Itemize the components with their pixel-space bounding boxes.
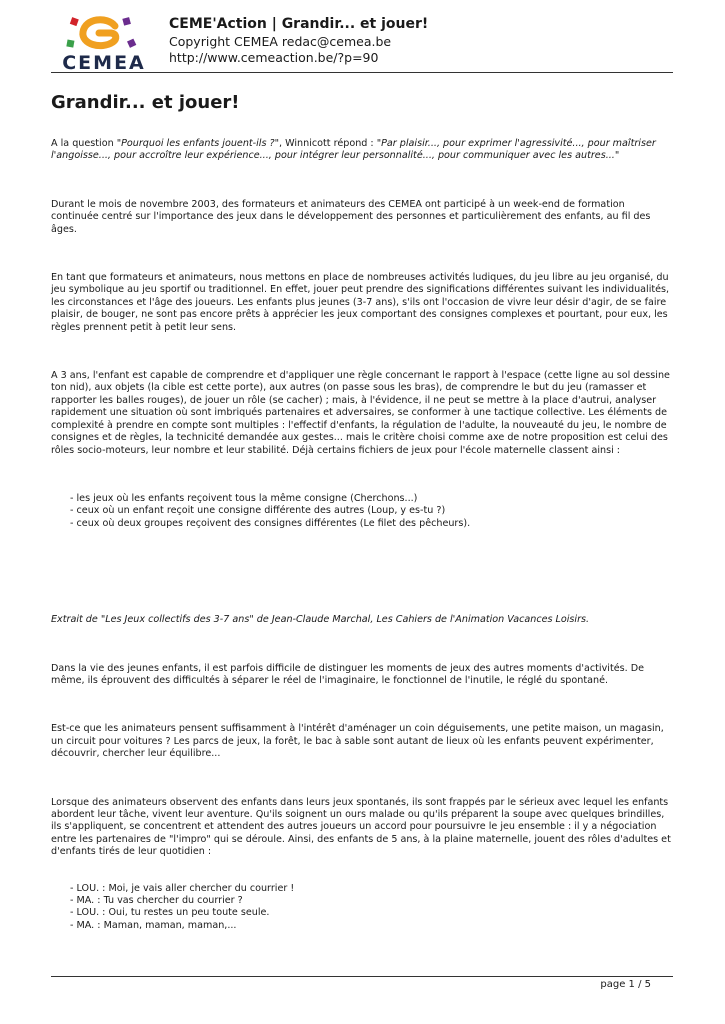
page-number: page 1 / 5: [600, 979, 651, 990]
header-title: CEME'Action | Grandir... et jouer!: [169, 16, 429, 32]
article-title: Grandir... et jouer!: [51, 92, 240, 113]
cemea-logo-icon: [51, 14, 157, 54]
header-text: [169, 15, 428, 66]
paragraph-2: Durant le mois de novembre 2003, des formateurs et animateurs des CEMEA ont participé à un week-end de formation continuée centré sur l'importance des jeux dans le développement des personnes et particulièrement des enfants, au fil des âges.: [51, 198, 651, 235]
extract-prefix: Extrait de ": [51, 614, 106, 626]
list-item: - ceux où un enfant reçoit une consigne différente des autres (Loup, y es-tu ?): [70, 505, 446, 517]
list-item: - ceux où deux groupes reçoivent des consignes différentes (Le filet des pêcheurs).: [70, 517, 471, 529]
game-types-list: [51, 493, 673, 530]
paragraph-6: Est-ce que les animateurs pensent suffisamment à l'intérêt d'aménager un coin déguisements, une petite maison, un magasin, un circuit pour voitures ? Les parcs de jeux, la forêt, le bac à sable sont autant de lieux où les enfants peuvent expérimenter, découvrir, chercher leur équilibre...: [51, 723, 664, 760]
list-item: - LOU. : Oui, tu restes un peu toute seule.: [70, 907, 270, 919]
paragraph-3: En tant que formateurs et animateurs, nous mettons en place de nombreuses activités ludiques, du jeu libre au jeu organisé, du jeu symbolique au jeu sportif ou traditionnel. En effet, jouer peut prendre des significations différentes suivant les individualités, les circonstances et l'âge des joueurs. Les enfants plus jeunes (3-7 ans), s'ils ont l'occasion de vivre leur désir d'agir, de se faire plaisir, de bouger, ne sont pas encore prêts à apprécier les jeux comportant des consignes complexes et pourtant, pour eux, les règles prennent petit à petit leur sens.: [51, 272, 670, 333]
header-copyright: Copyright CEMEA redac@cemea.be: [169, 34, 392, 49]
document-header: [51, 12, 673, 73]
logo-wordmark: CEMEA: [62, 52, 146, 74]
spacer: [51, 530, 673, 614]
header-url[interactable]: http://www.cemeaction.be/?p=90: [169, 50, 379, 65]
cemea-logo: [51, 14, 157, 74]
paragraph-5: Dans la vie des jeunes enfants, il est parfois difficile de distinguer les moments de jeux des autres moments d'activités. De même, ils éprouvent des difficultés à séparer le réel de l'imaginaire, le fonctionnel de l'inutile, le réglé du spontané.: [51, 662, 644, 686]
list-item: - MA. : Maman, maman, maman,...: [70, 919, 237, 931]
list-item: - LOU. : Moi, je vais aller chercher du courrier !: [70, 882, 295, 894]
intro-question: Pourquoi les enfants jouent-ils ?: [121, 138, 275, 149]
dialogue-list: [51, 883, 673, 933]
paragraph-7: Lorsque des animateurs observent des enfants dans leurs jeux spontanés, ils sont frappés par le sérieux avec lequel les enfants abordent leur tâche, vivent leur aventure. Qu'ils soignent un ours malade ou qu'ils préparent la soupe avec quelques brindilles, ils s'appliquent, se concentrent et attendent des autres joueurs un accord pour poursuivre le jeu ensemble : il y a négociation entre les partenaires de "l'impro" qui se déroule. Ainsi, des enfants de 5 ans, à la plaine maternelle, jouent des rôles d'adultes et d'enfants tirés de leur quotidien :: [51, 796, 671, 858]
extract-book: Les Jeux collectifs des 3-7 ans: [105, 614, 250, 626]
intro-answer: Par plaisir..., pour exprimer l'agressivité..., pour maîtriser l'angoisse..., pour accroître leur expérience..., pour intégrer leur personnalité..., pour communiquer avec les autres...: [51, 138, 656, 162]
paragraph-4: A 3 ans, l'enfant est capable de comprendre et d'appliquer une règle concernant le rapport à l'espace (cette ligne au sol dessine ton nid), aux objets (la cible est cette porte), aux autres (on passe sous les bras), de comprendre le but du jeu (ramasser et rapporter les balles rouges), de jouer un rôle (se cacher) ; mais, à l'évidence, il ne peut se mettre à la place d'autrui, analyser rapidement une situation où sont imbriqués partenaires et adversaires, se conformer à une tactique collective. Les éléments de complexité à prendre en compte sont multiples : l'effectif d'enfants, la régulation de l'adulte, la nouveauté du jeu, le nombre de consignes et de règles, la technicité demandée aux gestes... mais le critère choisi comme axe de notre proposition est celui des rôles socio-moteurs, leur nombre et leur stabilité. Déjà certains fichiers de jeux pour l'école maternelle classent ainsi :: [51, 370, 670, 456]
list-item: - MA. : Tu vas chercher du courrier ?: [70, 895, 243, 906]
extract-suffix: " de Jean-Claude Marchal, Les Cahiers de l'Animation Vacances Loisirs.: [249, 614, 590, 626]
intro-paragraph: [51, 138, 673, 163]
extract-citation: [51, 614, 673, 626]
intro-prefix: A la question ": [51, 138, 122, 149]
article-body: [51, 138, 673, 932]
intro-middle: ", Winnicott répond : ": [274, 138, 382, 149]
intro-suffix: ": [614, 150, 620, 162]
list-item: - les jeux où les enfants reçoivent tous la même consigne (Cherchons...): [70, 492, 418, 504]
document-footer: [51, 976, 673, 990]
